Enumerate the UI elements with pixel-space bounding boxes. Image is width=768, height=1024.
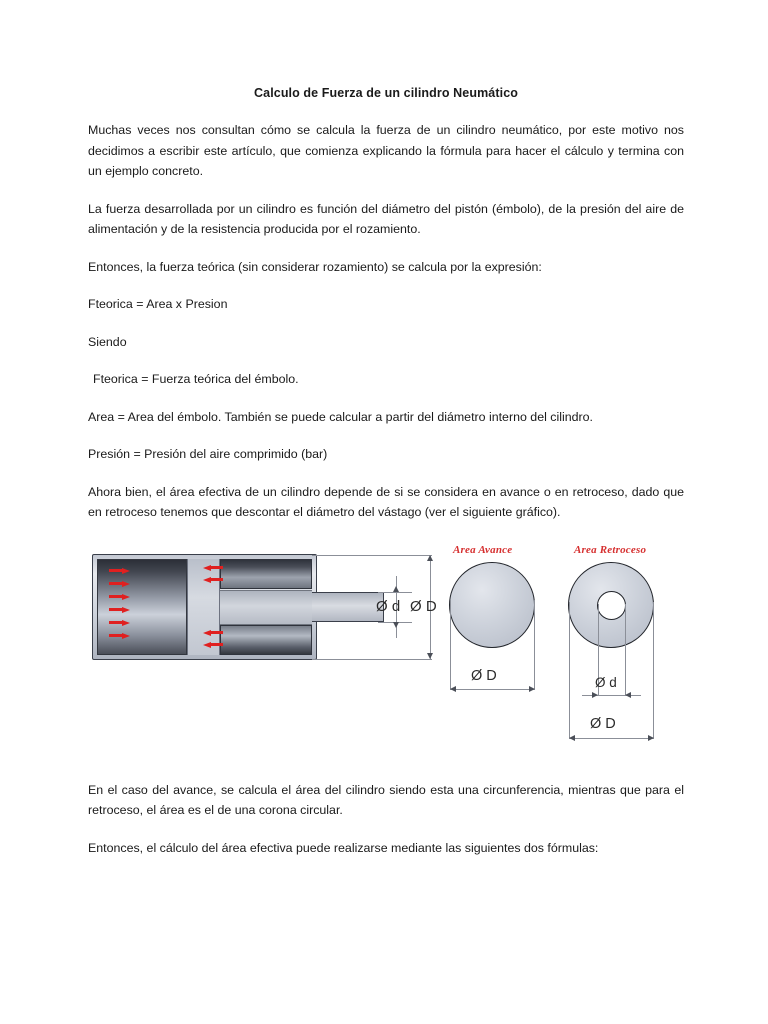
area-avance-diagram	[441, 540, 546, 720]
rear-chamber	[97, 559, 187, 655]
paragraph-force-definition: La fuerza desarrollada por un cilindro es función del diámetro del pistón (émbolo), de la presión del aire de alimentación y de la resistencia producida por el rozamiento.	[88, 201, 684, 236]
cylinder-cross-section-diagram	[92, 554, 412, 669]
retroceso-outer-extension-right	[653, 602, 654, 739]
piston-rod-inner	[220, 590, 312, 625]
retroceso-outer-arrow-right	[648, 735, 654, 741]
retroceso-outer-dimension-label: Ø D	[590, 715, 616, 732]
dimension-arrow-rod-bottom	[393, 622, 399, 628]
avance-dimension-arrow-right	[529, 686, 535, 692]
front-chamber-upper	[220, 559, 312, 589]
extension-line-rod-top	[378, 592, 412, 593]
formula-theoretical-force: Fteorica = Area x Presion	[88, 297, 228, 311]
extension-line-top	[312, 555, 432, 556]
retroceso-outer-arrow-left	[569, 735, 575, 741]
extension-line-bottom	[312, 659, 432, 660]
avance-extension-left	[450, 600, 451, 690]
retroceso-inner-dimension-line	[582, 695, 641, 696]
paragraph-advance-case: En el caso del avance, se calcula el área del cilindro siendo esta una circunferencia, mientras que para el retroceso, el área es el de una corona circular.	[88, 782, 684, 817]
paragraph-effective-area: Ahora bien, el área efectiva de un cilindro depende de si se considera en avance o en retroceso, dado que en retroceso tenemos que descontar el diámetro del vástago (ver el siguiente gráfico).	[88, 484, 684, 519]
area-retroceso-diagram	[558, 540, 678, 758]
area-retroceso-caption: Area Retroceso	[574, 543, 647, 556]
pneumatic-cylinder-figure	[88, 540, 684, 758]
dimension-label-bore: Ø D	[410, 597, 437, 615]
paragraph-formulas-intro: Entonces, el cálculo del área efectiva puede realizarse mediante las siguientes dos fórmulas:	[88, 840, 599, 855]
retroceso-inner-arrow-right	[625, 692, 631, 698]
dimension-label-rod: Ø d	[376, 597, 401, 615]
dimension-arrow-bore-bottom	[427, 653, 433, 659]
dimension-arrow-bore-top	[427, 555, 433, 561]
avance-dimension-line	[450, 689, 535, 690]
definition-presion: Presión = Presión del aire comprimido (bar)	[88, 447, 328, 461]
piston-head	[187, 559, 220, 655]
paragraph-intro: Muchas veces nos consultan cómo se calcula la fuerza de un cilindro neumático, por este motivo nos decidimos a escribir este artículo, que comienza explicando la fórmula para hacer el cálculo y termina con un ejemplo concreto.	[88, 123, 684, 178]
avance-dimension-arrow-left	[450, 686, 456, 692]
avance-full-circle	[449, 562, 535, 648]
avance-extension-right	[534, 600, 535, 690]
page-title: Calculo de Fuerza de un cilindro Neumático	[254, 86, 518, 100]
label-siendo: Siendo	[88, 334, 127, 349]
retroceso-outer-dimension-line	[569, 738, 654, 739]
retroceso-inner-hole	[597, 591, 626, 620]
retroceso-inner-arrow-left	[592, 692, 598, 698]
definition-area: Area = Area del émbolo. También se puede calcular a partir del diámetro interno del cilindro.	[88, 409, 593, 424]
retroceso-inner-dimension-label: Ø d	[595, 674, 617, 690]
retroceso-inner-extension-right	[625, 604, 626, 696]
area-avance-caption: Area Avance	[453, 543, 513, 556]
piston-rod-protruding	[312, 592, 384, 622]
front-chamber-lower	[220, 625, 312, 655]
dimension-arrow-rod-top	[393, 586, 399, 592]
retroceso-outer-extension-left	[569, 602, 570, 739]
document-content	[88, 86, 684, 875]
paragraph-theoretical-force: Entonces, la fuerza teórica (sin considerar rozamiento) se calcula por la expresión:	[88, 259, 542, 274]
definition-fteorica: Fteorica = Fuerza teórica del émbolo.	[93, 372, 299, 386]
avance-dimension-label: Ø D	[471, 667, 497, 684]
